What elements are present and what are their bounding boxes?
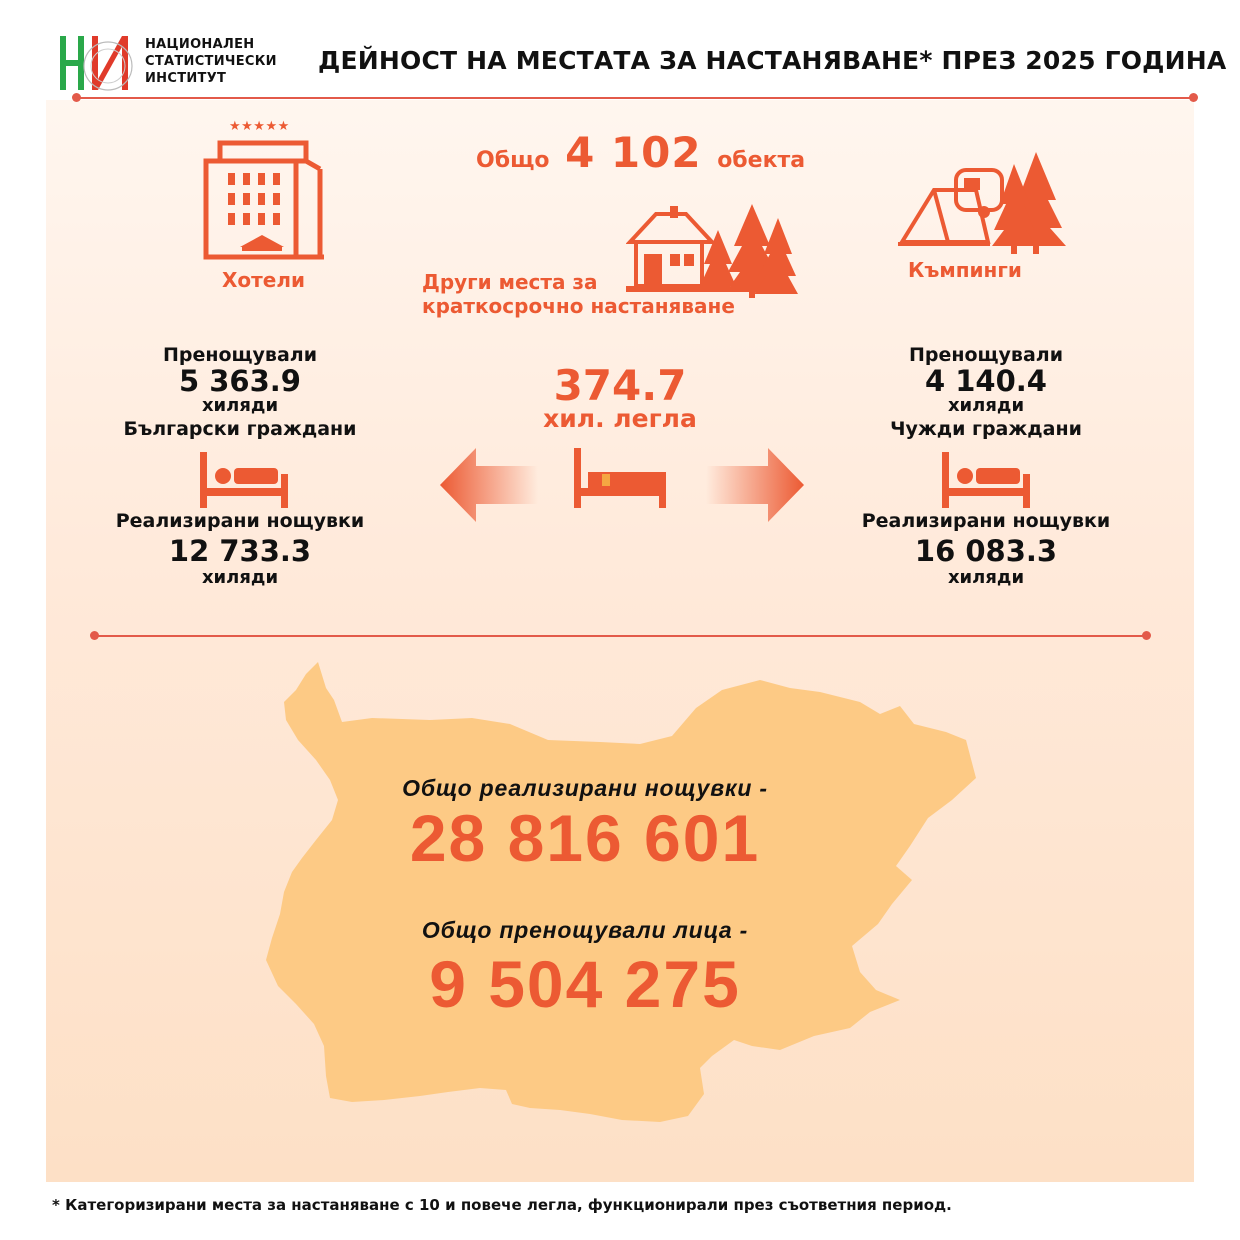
bulgarians-stayed-unit: хиляди: [201, 395, 279, 416]
logo-text: [145, 36, 277, 87]
hotel-building-icon: [200, 135, 326, 260]
map-persons-label: Общо пренощували лица -: [421, 917, 749, 943]
map-persons-value: 9 504 275: [429, 947, 741, 1021]
arrow-left-icon: [440, 448, 538, 522]
total-objects: [476, 128, 805, 177]
other-accommodation-label: [422, 270, 735, 318]
map-nights-label: Общо реализирани нощувки -: [402, 775, 768, 801]
bulgarians-nights-unit: хиляди: [201, 567, 279, 588]
total-value: 4 102: [565, 128, 702, 177]
beds-unit: хил. легла: [543, 404, 697, 433]
bed-icon: [574, 448, 666, 508]
divider-dot-left: [72, 93, 81, 102]
total-prefix: Общо: [476, 148, 550, 173]
bulgarians-nights-label: Реализирани нощувки: [115, 510, 365, 532]
bulgarians-bed-icon: [200, 450, 288, 508]
footnote: * Категоризирани места за настаняване с 10 и повече легла, функционирали през съответния период.: [52, 1196, 952, 1214]
foreigners-stayed-value: 4 140.4: [924, 364, 1047, 398]
bulgarians-nights-block: [100, 510, 380, 588]
foreigners-nights-label: Реализирани нощувки: [861, 510, 1111, 532]
foreigners-stayed-unit: хиляди: [947, 395, 1025, 416]
top-divider: [76, 97, 1194, 99]
bulgarians-stayed-block: [100, 344, 380, 440]
campings-label: Къмпинги: [908, 258, 1022, 282]
bulgarians-nights-value: 12 733.3: [168, 534, 312, 568]
logo-line-2: СТАТИСТИЧЕСКИ: [145, 54, 277, 69]
foreigners-bed-icon: [942, 450, 1030, 508]
foreigners-nights-block: [846, 510, 1126, 588]
logo-line-3: ИНСТИТУТ: [145, 71, 227, 86]
logo-line-1: НАЦИОНАЛЕН: [145, 37, 255, 52]
middle-divider: [96, 635, 1146, 637]
other-label-line-2: краткосрочно настаняване: [422, 294, 735, 318]
nsi-logo-icon: [56, 30, 138, 96]
bulgarians-stayed-label: Пренощували: [162, 344, 318, 366]
other-label-line-1: Други места за: [422, 270, 598, 294]
beds-arrows: [438, 444, 808, 526]
foreigners-nights-unit: хиляди: [947, 567, 1025, 588]
foreigners-nights-value: 16 083.3: [914, 534, 1058, 568]
bulgarians-stayed-value: 5 363.9: [178, 364, 301, 398]
middle-dot-right: [1142, 631, 1151, 640]
beds-value: 374.7: [553, 361, 687, 410]
foreigners-group-label: Чужди граждани: [890, 418, 1082, 440]
foreigners-stayed-block: [846, 344, 1126, 440]
total-suffix: обекта: [717, 148, 806, 173]
page-title: ДЕЙНОСТ НА МЕСТАТА ЗА НАСТАНЯВАНЕ* ПРЕЗ 2025 ГОДИНА: [318, 46, 1227, 75]
bulgaria-map: [262, 656, 978, 1126]
middle-dot-left: [90, 631, 99, 640]
arrow-right-icon: [706, 448, 804, 522]
divider-dot-right: [1189, 93, 1198, 102]
foreigners-stayed-label: Пренощували: [908, 344, 1064, 366]
hotel-stars: ★★★★★: [229, 119, 290, 134]
tent-caravan-icon: [898, 150, 1070, 254]
map-nights-value: 28 816 601: [409, 801, 761, 875]
bulgarians-group-label: Български граждани: [123, 418, 357, 440]
hotels-label: Хотели: [222, 268, 305, 292]
